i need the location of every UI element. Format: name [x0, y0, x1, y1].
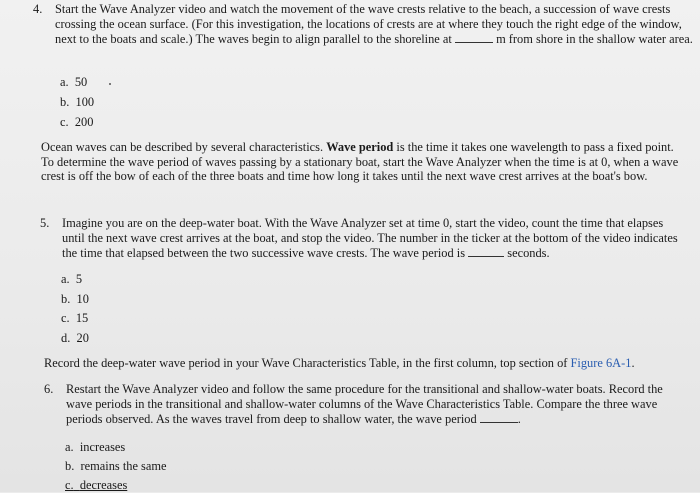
choice-a[interactable]: a. 50 [60, 75, 88, 89]
choice-b[interactable]: b. remains the same [65, 459, 167, 473]
choice-c[interactable]: c. 200 [60, 115, 94, 129]
wave-period-intro: Ocean waves can be described by several characteristics. Wave period is the time it takes one wavelength to pass a fixed point. To determine the wave period of waves passing by a stationary boat, start the Wave Analyzer when the time is at 0, when a wave crest is off the bow of each of the three boats and time how long it takes until the next wave crest arrives at the boat's bow. [41, 140, 679, 184]
choice-a[interactable]: a. 5 [61, 272, 83, 286]
question-number: 4. [33, 2, 43, 16]
answer-blank[interactable] [468, 245, 504, 257]
choice-c[interactable]: c. decreases [65, 478, 128, 492]
record-instruction: Record the deep-water wave period in your Wave Characteristics Table, in the first column, top section of Figure 6A-1. [44, 356, 635, 370]
stray-mark [109, 83, 111, 85]
question-text: Imagine you are on the deep-water boat. With the Wave Analyzer set at time 0, start the video, count the time that elapses until the next wave crest arrives at the boat, and stop the video. The number in the ticker at the bottom of the video indicates the time that elapsed between the two successive wave crests. The wave period is seconds. [62, 216, 678, 261]
term-wave-period: Wave period [326, 140, 394, 154]
choice-c[interactable]: c. 15 [61, 311, 89, 325]
choice-b[interactable]: b. 10 [61, 292, 89, 306]
question-4 [33, 2, 693, 47]
choice-a[interactable]: a. increases [65, 440, 126, 454]
question-6 [44, 382, 684, 427]
question-text: Restart the Wave Analyzer video and follow the same procedure for the transitional and shallow-water boats. Record the wave periods in the transitional and shallow-water columns of the Wave Characteristics Table. Compare the three wave periods observed. As the waves travel from deep to shallow water, the wave period . [66, 382, 663, 427]
choice-d[interactable]: d. 20 [61, 331, 89, 345]
choice-b[interactable]: b. 100 [60, 95, 95, 109]
answer-blank[interactable] [455, 31, 493, 43]
question-number: 6. [44, 382, 54, 396]
figure-link[interactable]: Figure 6A-1 [570, 356, 632, 370]
answer-blank[interactable] [480, 411, 518, 423]
question-5 [40, 216, 685, 261]
question-number: 5. [40, 216, 50, 230]
question-text: Start the Wave Analyzer video and watch the movement of the wave crests relative to the beach, a succession of wave crests crossing the ocean surface. (For this investigation, the locations of crests are at where they touch the right edge of the window, next to the boats and scale.) The waves begin to align parallel to the shoreline at m from shore in the shallow water area. [55, 2, 693, 47]
